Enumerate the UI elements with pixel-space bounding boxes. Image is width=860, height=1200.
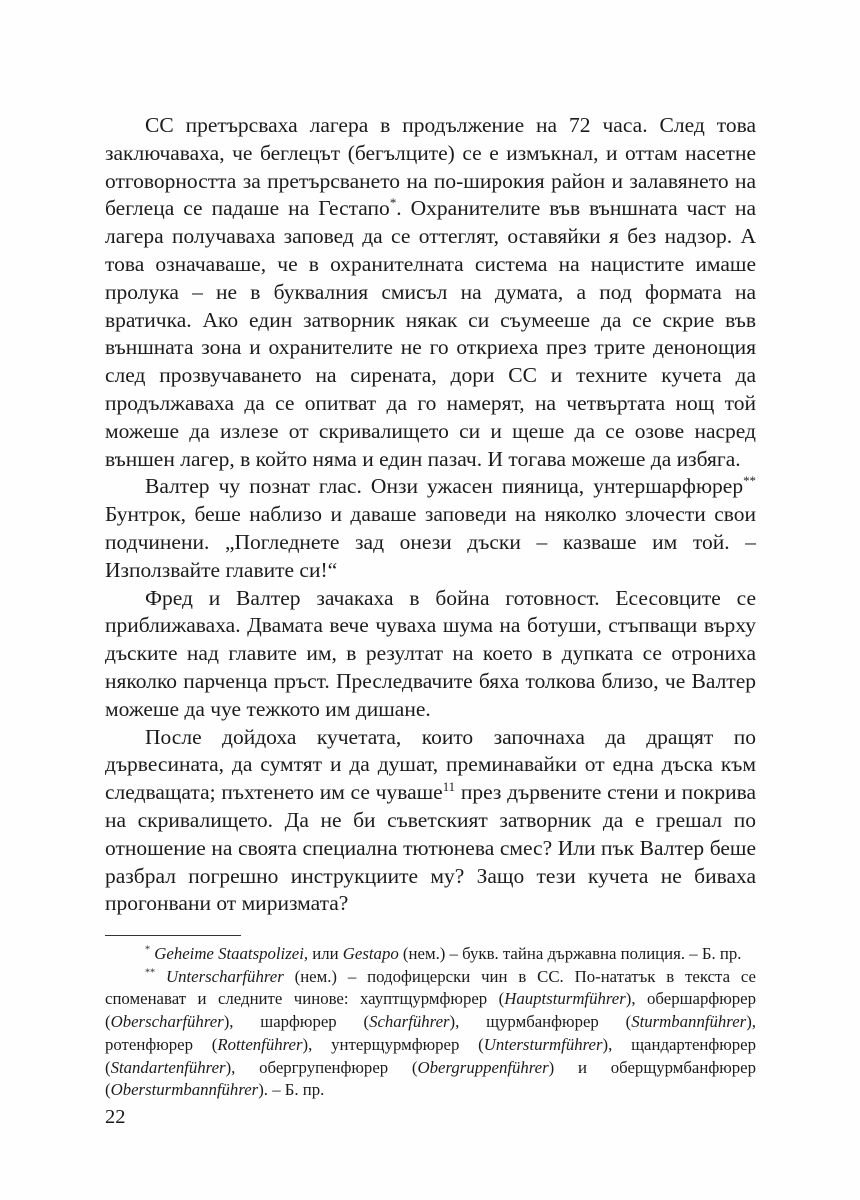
page-number: 22 [105,1106,126,1128]
footnote-2: ** Unterscharführer (нем.) – подофицерски чин в СС. По-нататък в текста се споменават и следните чинове: хауптщурмфюрер (Hauptsturmführer), обершарфюрер (Oberscharführer), шарфюрер (Scharführer), щурмбанфюрер (Sturmbannführer), ротенфюрер (Rottenführer), унтерщурмфюрер (Untersturmführer), щандартенфюрер (Standartenführer), обергрупенфюрер (Obergruppenführer) и оберщурмбанфюрер (Obersturmbannführer). – Б. пр. [105,966,757,1100]
footnote-1: * Geheime Staatspolizei, или Gestapo (нем.) – букв. тайна държавна полиция. – Б. пр. [145,944,742,963]
paragraph-1: СС претърсваха лагера в продължение на 72 часа. След това заключаваха, че беглецът (бегълците) се е измъкнал, и оттам насетне отговорността за претърсването на по-широкия район и залавянето на беглеца се падаше на Гестапо*. Охранителите във външната част на лагера получаваха заповед да се оттеглят, оставяйки я без надзор. А това означаваше, че в охранителната система на нацистите имаше пролука – не в буквалния смисъл на думата, а под формата на вратичка. Ако един затворник някак си съумееше да се скрие във външната зона и охранителите не го откриеха през трите денонощия след прозвучаването на сирената, дори СС и техните кучета да продължаваха да се опитват да го намерят, на четвъртата нощ той можеше да излезе от скривалището си и щеше да се озове насред външен лагер, в който няма и един пазач. И тогава можеше да избяга. [105,113,756,471]
body-text [105,112,756,918]
paragraph-3: Фред и Валтер зачакаха в бойна готовност. Есесовците се приближаваха. Двамата вече чуваха шума на ботуши, стъпващи върху дъските над главите им, в резултат на което в дупката се отрониха няколко парченца пръст. Преследвачите бяха толкова близо, че Валтер можеше да чуе тежкото им дишане. [105,585,756,721]
paragraph-2: Валтер чу познат глас. Онзи ужасен пияница, унтершарфюрер** Бунтрок, беше наблизо и даваше заповеди на няколко злочести свои подчинени. „Погледнете зад онези дъски – казваше им той. – Използвайте главите си!“ [105,474,756,582]
footnote-separator [105,935,241,936]
paragraph-4: После дойдоха кучетата, които започнаха да дращят по дървесината, да сумтят и да душат, преминавайки от една дъска към следващата; пъхтенето им се чуваше$^{11}$ през дървените стени и покрива на скривалището. Да не би съветският затворник да е грешал по отношение на своята специална тютюнева смес? Или пък Валтер беше разбрал погрешно инструкциите му? Защо тези кучета не биваха прогонвани от миризмата? [105,724,756,916]
footnotes-section [105,935,756,1102]
